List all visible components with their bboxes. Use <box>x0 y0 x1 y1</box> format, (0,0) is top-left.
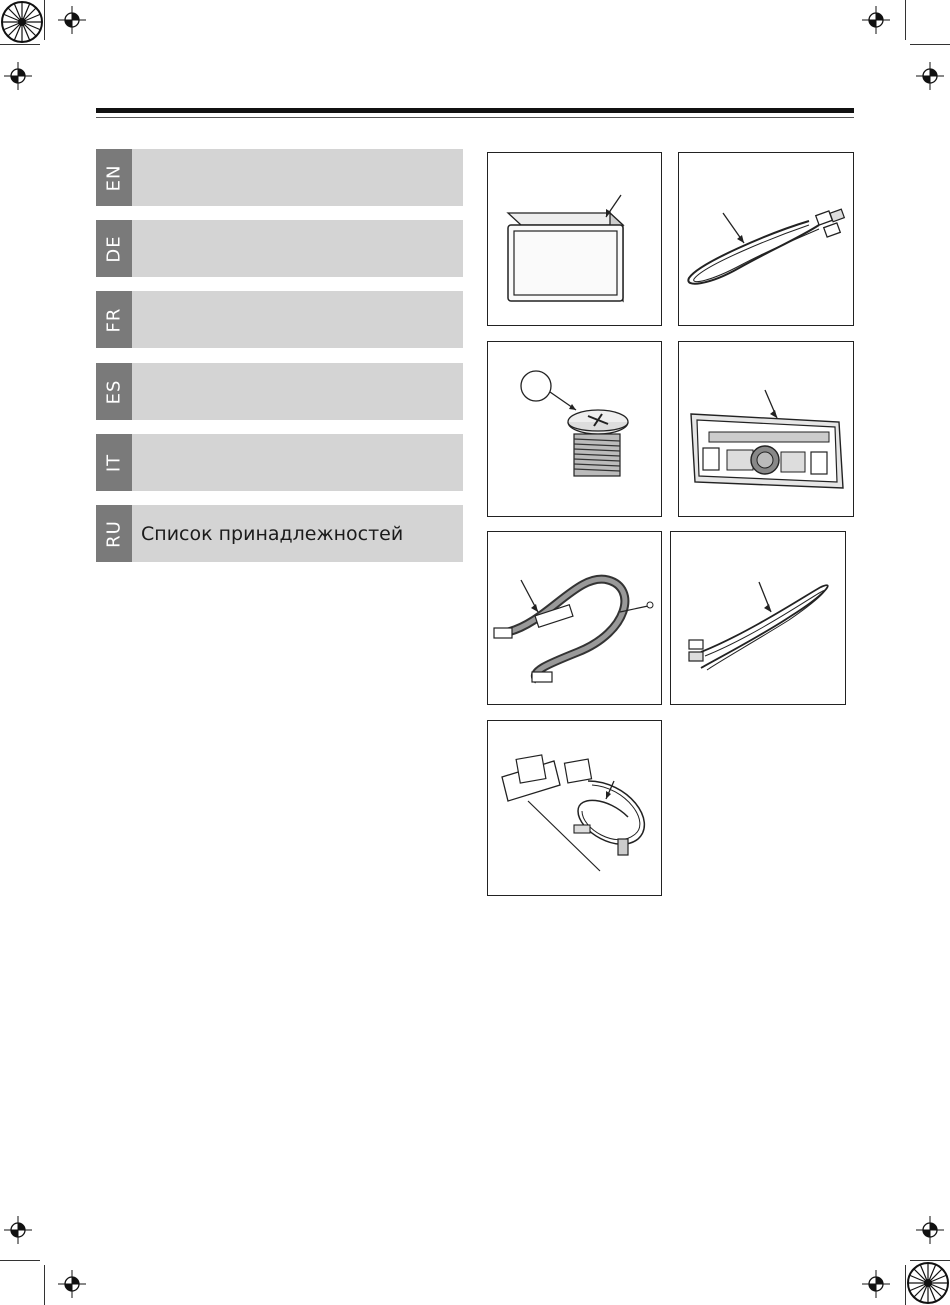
lang-code-tab <box>96 434 132 491</box>
trim-line <box>905 1265 906 1305</box>
crosshair-mark-icon <box>4 62 32 90</box>
lang-title-band <box>132 505 463 562</box>
lang-code: ES <box>103 379 125 404</box>
trim-line <box>905 0 906 40</box>
lang-title-band <box>132 291 463 348</box>
lang-title-band <box>132 434 463 491</box>
accessory-screw <box>487 341 662 517</box>
lang-code-tab <box>96 363 132 420</box>
crosshair-mark-icon <box>58 1270 86 1298</box>
accessory-control-panel <box>678 341 854 517</box>
cable-illustration-icon <box>679 153 855 327</box>
accessory-extension-cable <box>670 531 846 705</box>
lang-row-es <box>96 363 463 420</box>
lang-code-tab <box>96 149 132 206</box>
accessory-antenna-kit <box>487 720 662 896</box>
lang-title-band <box>132 220 463 277</box>
lang-row-fr <box>96 291 463 348</box>
lang-title-band <box>132 149 463 206</box>
lang-code: FR <box>103 307 125 332</box>
accessory-monitor <box>487 152 662 326</box>
lang-title: Список принадлежностей <box>141 522 404 545</box>
trim-line <box>910 1260 950 1261</box>
registration-mark-icon <box>906 1261 950 1305</box>
lang-row-en <box>96 149 463 206</box>
trim-line <box>910 44 950 45</box>
control-panel-illustration-icon <box>679 342 855 518</box>
lang-row-de <box>96 220 463 277</box>
crosshair-mark-icon <box>862 6 890 34</box>
accessory-ribbon-harness <box>487 531 662 705</box>
lang-code: EN <box>103 164 125 191</box>
crosshair-mark-icon <box>916 1216 944 1244</box>
trim-line <box>44 0 45 40</box>
lang-title-band <box>132 363 463 420</box>
extension-cable-illustration-icon <box>671 532 847 706</box>
harness-illustration-icon <box>488 532 663 706</box>
screw-illustration-icon <box>488 342 663 518</box>
crosshair-mark-icon <box>4 1216 32 1244</box>
crosshair-mark-icon <box>58 6 86 34</box>
lang-code: IT <box>103 453 125 472</box>
lang-row-it <box>96 434 463 491</box>
lang-code-tab <box>96 220 132 277</box>
lang-code: DE <box>103 234 125 263</box>
monitor-illustration-icon <box>488 153 663 327</box>
lang-code: RU <box>103 519 125 548</box>
crosshair-mark-icon <box>916 62 944 90</box>
header-rule <box>96 108 854 113</box>
trim-line <box>0 44 40 45</box>
trim-line <box>0 1260 40 1261</box>
registration-mark-icon <box>0 0 44 44</box>
trim-line <box>44 1265 45 1305</box>
lang-code-tab <box>96 291 132 348</box>
lang-code-tab <box>96 505 132 562</box>
header-rule-thin <box>96 117 854 118</box>
antenna-illustration-icon <box>488 721 663 897</box>
accessory-cable <box>678 152 854 326</box>
lang-row-ru <box>96 505 463 562</box>
crosshair-mark-icon <box>862 1270 890 1298</box>
